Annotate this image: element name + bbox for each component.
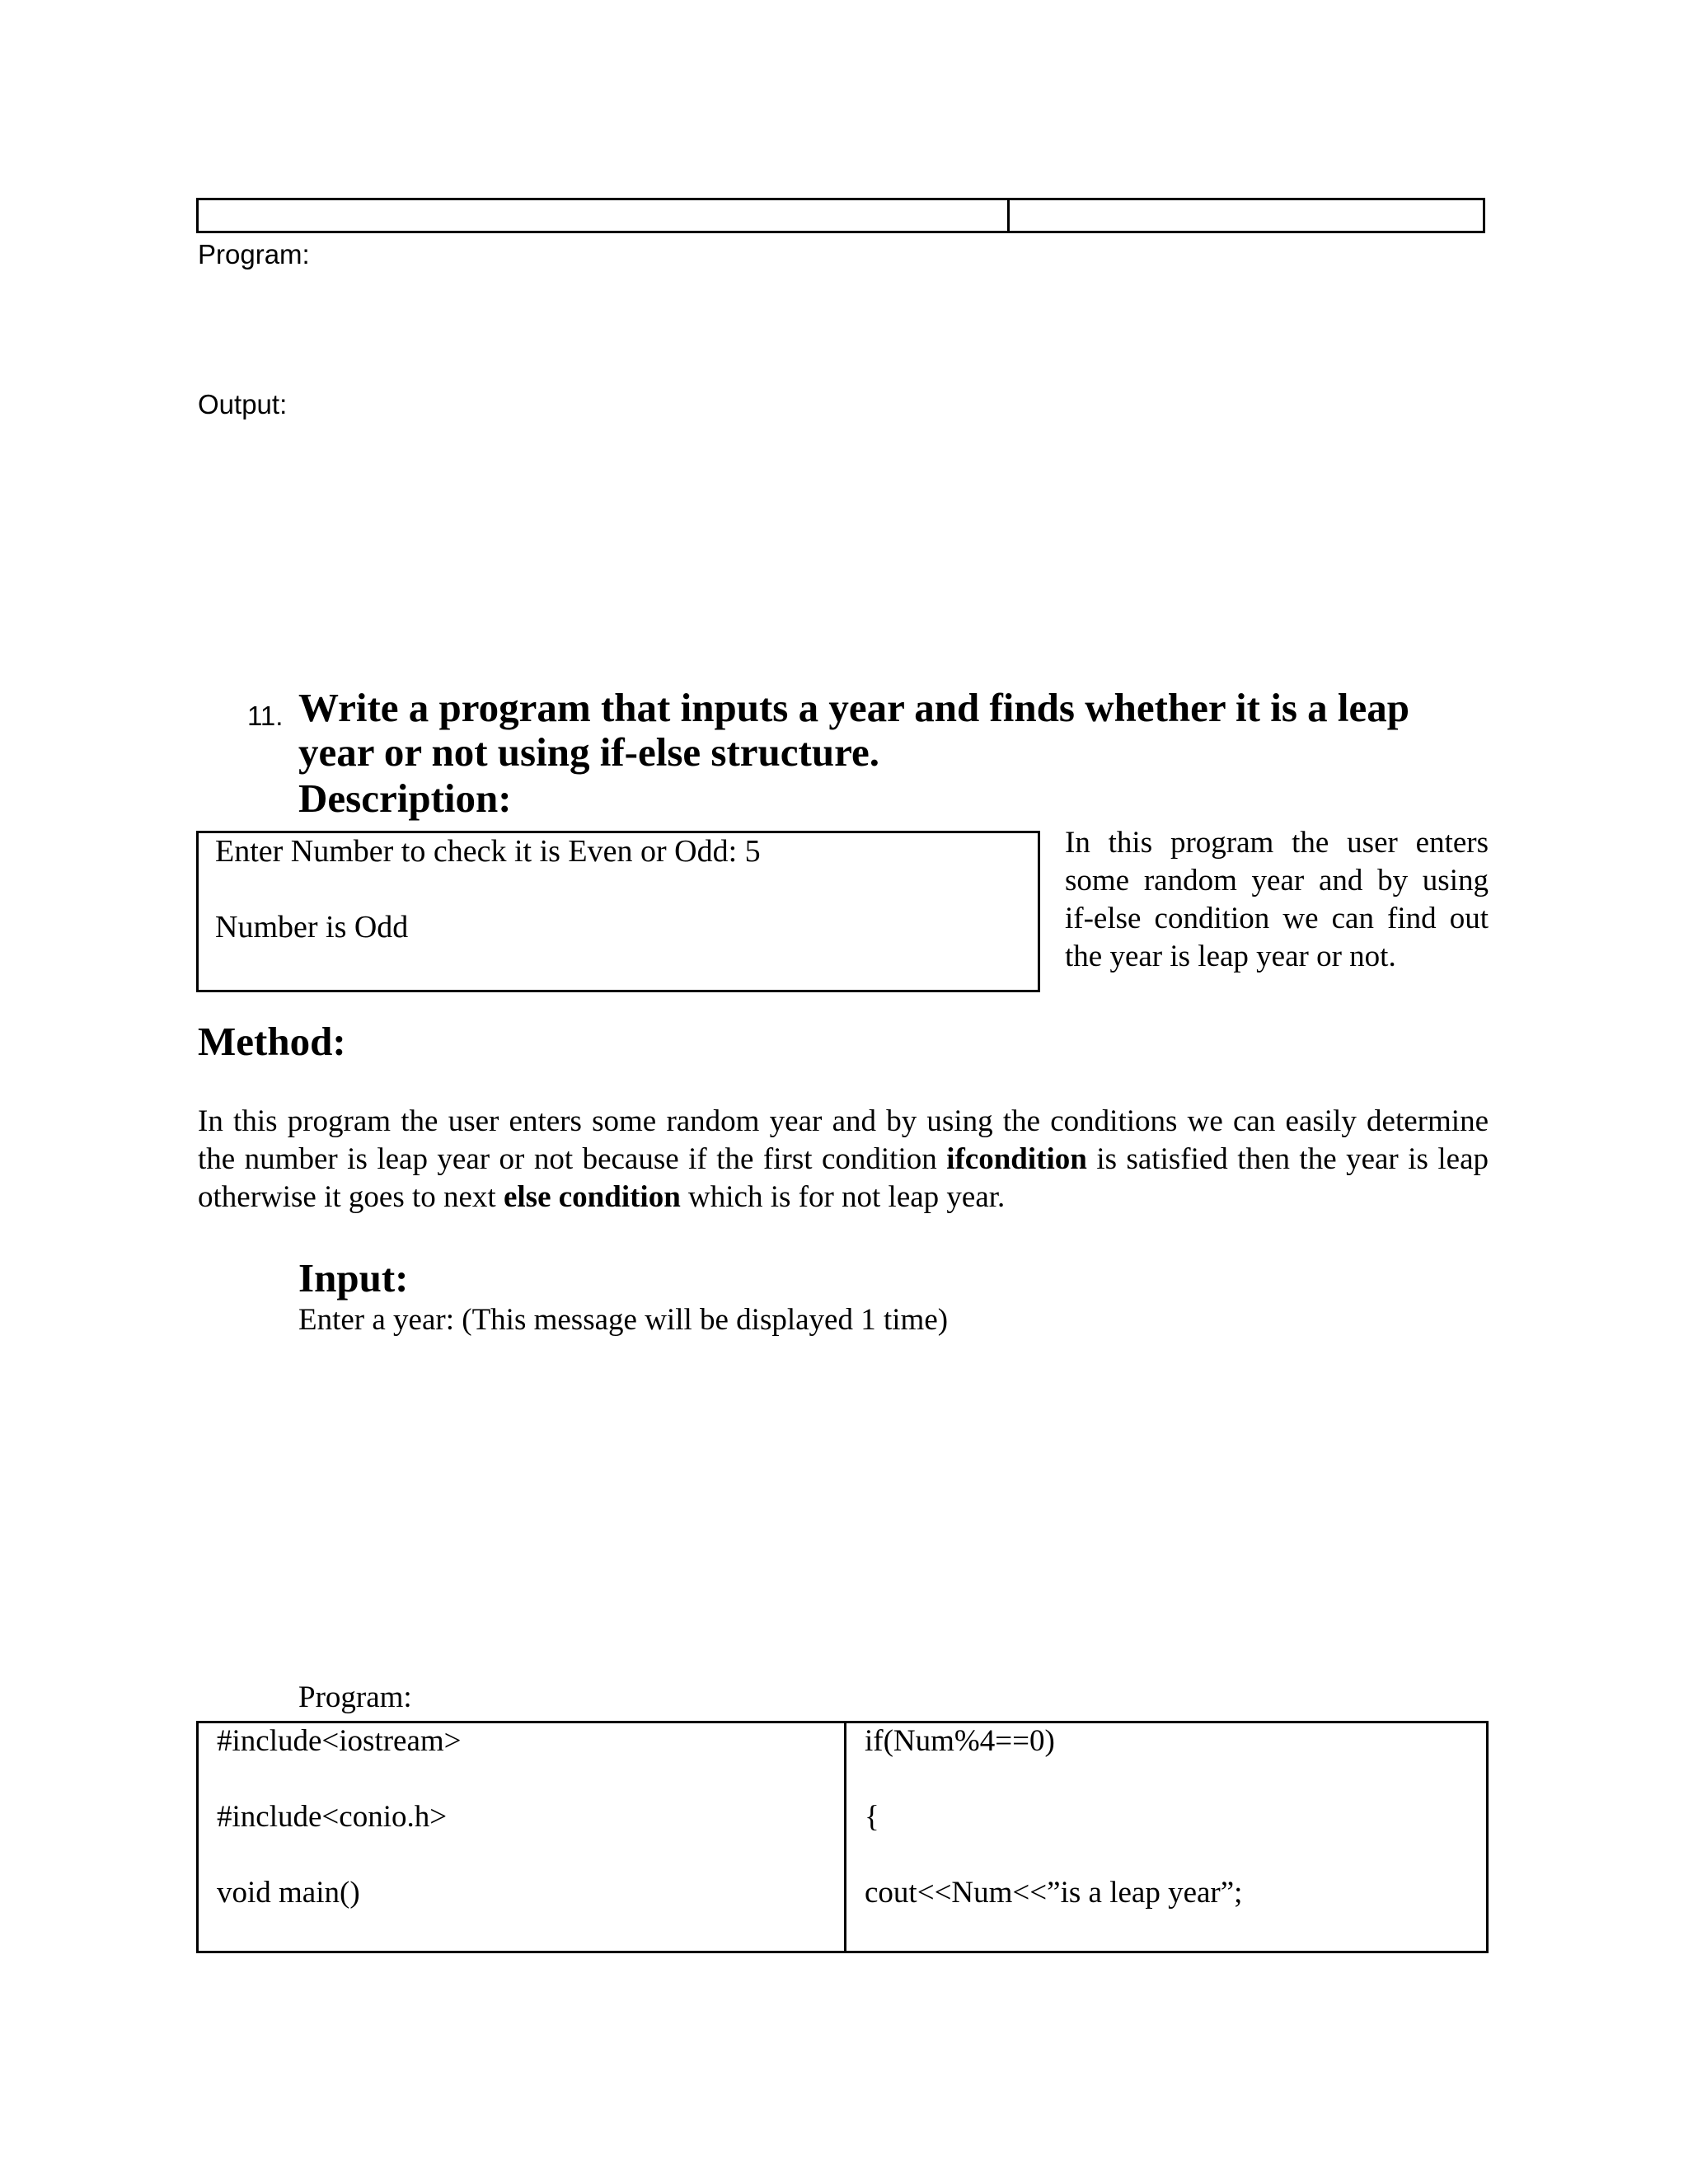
input-heading: Input: xyxy=(298,1255,409,1301)
description-text-last: the year is leap year or not. xyxy=(1065,940,1396,973)
description-text xyxy=(1065,824,1489,976)
output-line: Enter Number to check it is Even or Odd: 5 xyxy=(215,834,761,869)
program-label: Program: xyxy=(198,239,310,269)
description-text-main: In this program the user enters some random year and by using if-else condition we can find out xyxy=(1065,826,1489,935)
method-text: which is for not leap year. xyxy=(680,1180,1006,1214)
method-paragraph xyxy=(198,1103,1489,1216)
table-divider xyxy=(844,1723,846,1951)
code-line: cout<<Num<<”is a leap year”; xyxy=(865,1876,1243,1910)
output-line: Number is Odd xyxy=(215,910,409,944)
code-line: #include<iostream> xyxy=(217,1724,462,1758)
question-number: 11. xyxy=(247,701,284,731)
method-bold-term: else condition xyxy=(503,1180,681,1214)
table-divider xyxy=(1007,200,1010,231)
description-heading: Description: xyxy=(298,776,512,821)
code-line: if(Num%4==0) xyxy=(865,1724,1055,1758)
empty-header-table xyxy=(196,198,1485,233)
method-text: is satisfied then the year is leap otherwise it goes to next xyxy=(198,1142,1489,1214)
code-line: { xyxy=(865,1800,879,1834)
method-heading: Method: xyxy=(198,1019,346,1064)
output-label: Output: xyxy=(198,389,288,419)
code-table xyxy=(196,1721,1489,1953)
code-line: #include<conio.h> xyxy=(217,1800,448,1834)
method-bold-term: ifcondition xyxy=(946,1142,1087,1176)
sample-output-box xyxy=(196,831,1040,992)
input-text: Enter a year: (This message will be displayed 1 time) xyxy=(298,1303,949,1337)
method-text: In this program the user enters some random year and by using the conditions we can easily determine the number is leap year or not because if the first condition xyxy=(198,1104,1489,1176)
question-title: Write a program that inputs a year and finds whether it is a leap year or not using if-else structure. xyxy=(298,685,1410,775)
program-label: Program: xyxy=(298,1680,412,1714)
code-line: void main() xyxy=(217,1876,360,1910)
